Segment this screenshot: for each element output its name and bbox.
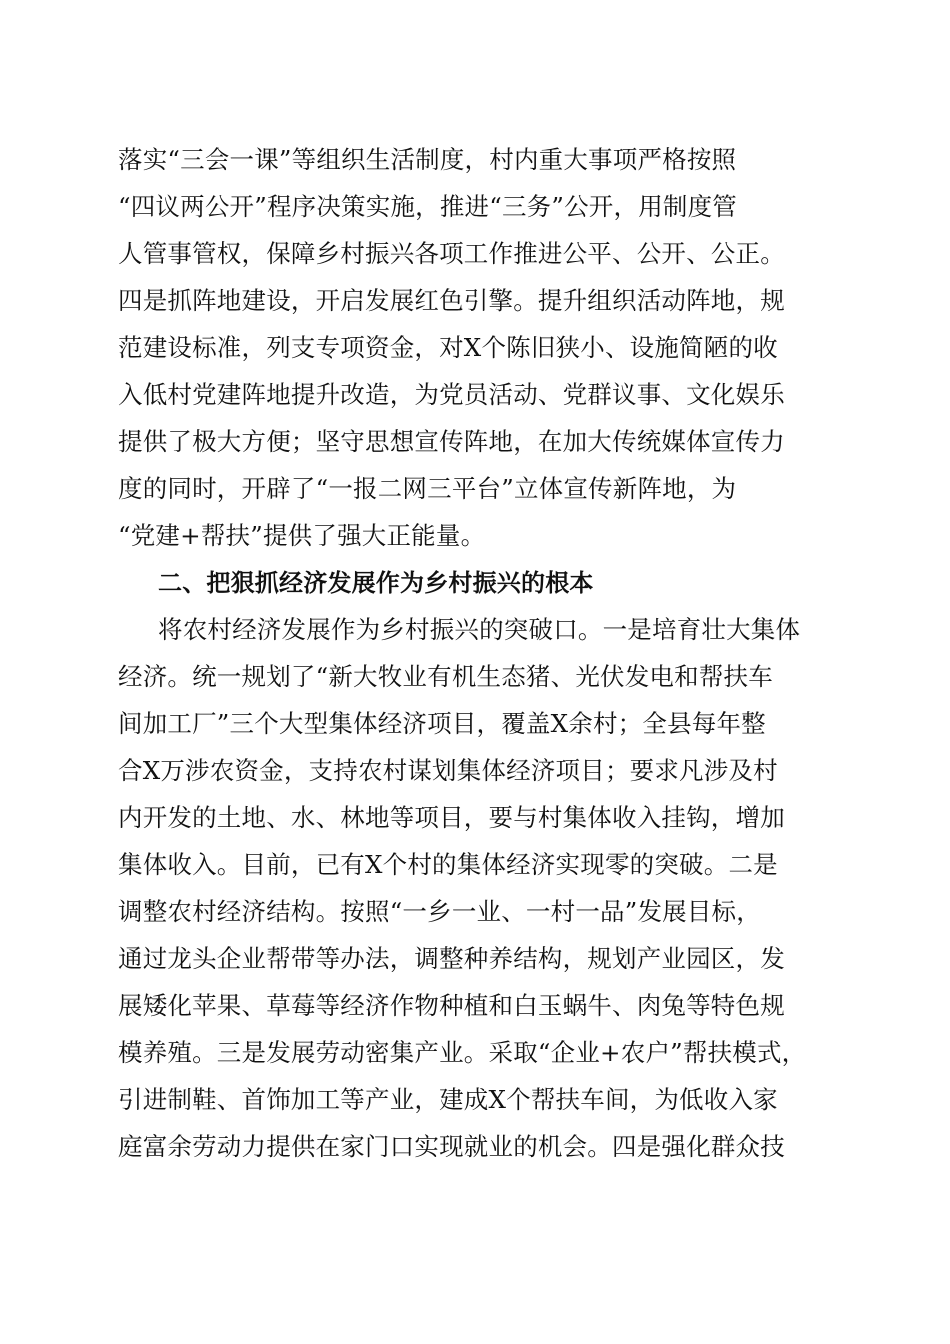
body-text-line: 间加工厂”三个大型集体经济项目，覆盖X余村；全县每年整 [118, 709, 766, 738]
body-text-line: 经济。统一规划了“新大牧业有机生态猪、光伏发电和帮扶车 [118, 662, 773, 691]
body-text-line: 集体收入。目前，已有X个村的集体经济实现零的突破。二是 [118, 850, 778, 879]
body-text-line: 合X万涉农资金，支持农村谋划集体经济项目；要求凡涉及村 [118, 756, 778, 785]
section-heading: 二、把狠抓经济发展作为乡村振兴的根本 [158, 569, 594, 597]
body-text-line: 内开发的土地、水、林地等项目，要与村集体收入挂钩，增加 [118, 803, 785, 832]
body-text-line: 展矮化苹果、草莓等经济作物种植和白玉蜗牛、肉兔等特色规 [118, 991, 785, 1020]
body-text-line: 范建设标准，列支专项资金，对X个陈旧狭小、设施简陋的收 [118, 333, 778, 362]
body-text-line: 人管事管权，保障乡村振兴各项工作推进公平、公开、公正。 [118, 239, 785, 268]
body-text-line: 度的同时，开辟了“一报二网三平台”立体宣传新阵地，为 [118, 474, 737, 503]
body-text-line: 引进制鞋、首饰加工等产业，建成X个帮扶车间，为低收入家 [118, 1085, 778, 1114]
body-text-line: 四是抓阵地建设，开启发展红色引擎。提升组织活动阵地，规 [118, 286, 785, 315]
body-text-line: 落实“三会一课”等组织生活制度，村内重大事项严格按照 [118, 145, 737, 174]
body-text-line: 模养殖。三是发展劳动密集产业。采取“企业+农户”帮扶模式， [118, 1038, 807, 1067]
body-text-line: 入低村党建阵地提升改造，为党员活动、党群议事、文化娱乐 [118, 380, 785, 409]
body-text-line: 将农村经济发展作为乡村振兴的突破口。一是培育壮大集体 [158, 615, 801, 644]
body-text-line: 提供了极大方便；坚守思想宣传阵地，在加大传统媒体宣传力 [118, 427, 785, 456]
body-text-line: “党建+帮扶”提供了强大正能量。 [118, 521, 486, 550]
body-text-line: 庭富余劳动力提供在家门口实现就业的机会。四是强化群众技 [118, 1132, 785, 1161]
body-text-line: 调整农村经济结构。按照“一乡一业、一村一品”发展目标， [118, 897, 761, 926]
body-text-line: “四议两公开”程序决策实施，推进“三务”公开，用制度管 [118, 192, 737, 221]
body-text-line: 通过龙头企业帮带等办法，调整种养结构，规划产业园区，发 [118, 944, 785, 973]
